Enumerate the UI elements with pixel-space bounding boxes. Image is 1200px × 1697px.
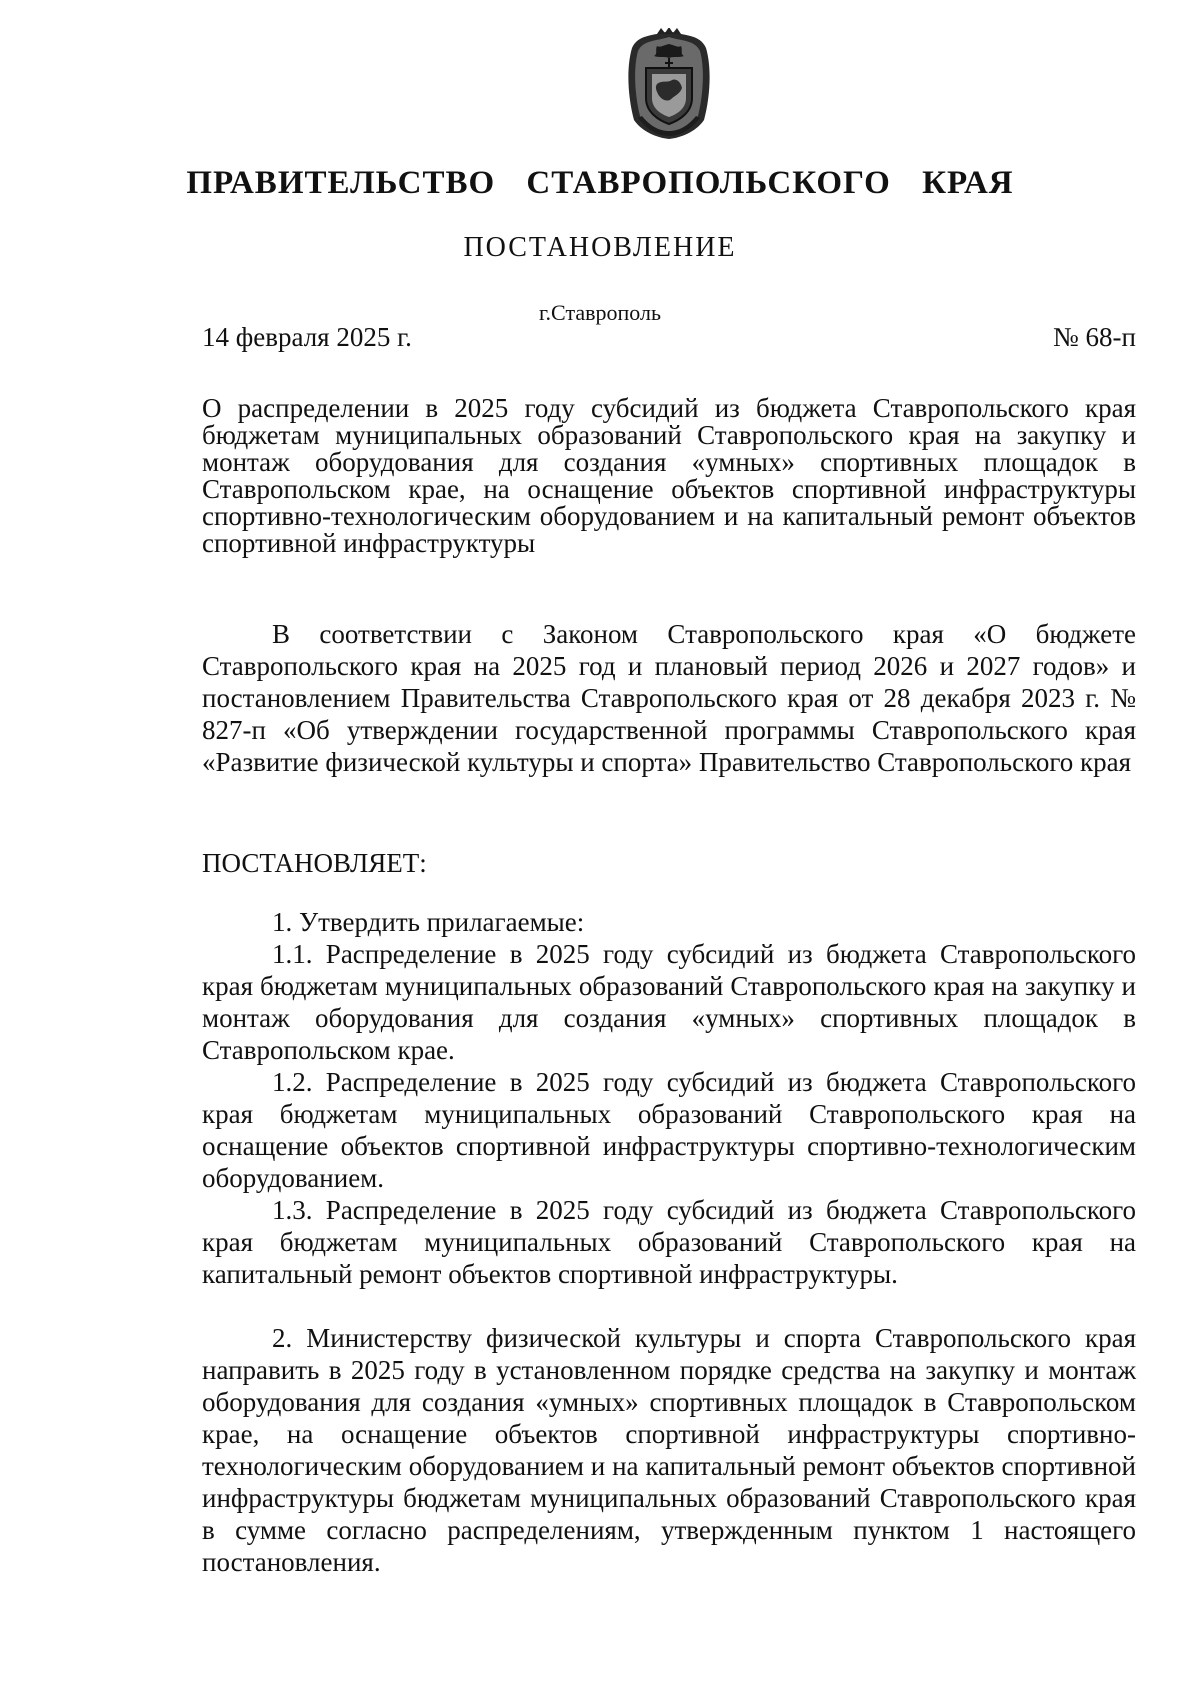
preamble (202, 618, 1136, 778)
decree-heading (202, 847, 1136, 879)
document-date: 14 февраля 2025 г. (202, 322, 412, 352)
decree-items (202, 906, 1136, 1290)
item-1-3: 1.3. Распределение в 2025 году субсидий из бюджета Ставропольского края бюджетам муниципальных образований Ставропольского края на капитальный ремонт объектов спортивной инфраструктуры. (202, 1195, 1136, 1289)
document-type: ПОСТАНОВЛЕНИЕ (463, 232, 737, 263)
decree-word: ПОСТАНОВЛЯЕТ: (202, 848, 427, 878)
coat-of-arms-icon (624, 28, 714, 141)
preamble-text: В соответствии с Законом Ставропольского края «О бюджете Ставропольского края на 2025 год и плановый период 2026 и 2027 годов» и постановлением Правительства Ставропольского края от 28 декабря 2023 г. № 827-п «Об утверждении государственной программы Ставропольского края «Развитие физической культуры и спорта» Правительство Ставропольского края (202, 619, 1136, 777)
document-number: № 68-п (1053, 322, 1136, 352)
item-1-2: 1.2. Распределение в 2025 году субсидий из бюджета Ставропольского края бюджетам муниципальных образований Ставропольского края на оснащение объектов спортивной инфраструктуры спортивно-технологическим оборудованием. (202, 1067, 1136, 1193)
document-subject: О распределении в 2025 году субсидий из бюджета Ставропольского края бюджетам муниципальных образований Ставропольского края на закупку и монтаж оборудования для создания «умных» спортивных площадок в Ставропольском крае, на оснащение объектов спортивной инфраструктуры спортивно-технологическим оборудованием и на капитальный ремонт объектов спортивной инфраструктуры (202, 393, 1136, 558)
decree-item-2 (202, 1322, 1136, 1578)
government-title: ПРАВИТЕЛЬСТВО СТАВРОПОЛЬСКОГО КРАЯ (186, 165, 1014, 201)
city-name: г.Ставрополь (539, 300, 661, 325)
item-2: 2. Министерству физической культуры и спорта Ставропольского края направить в 2025 году в установленном порядке средства на закупку и монтаж оборудования для создания «умных» спортивных площадок в Ставропольском крае, на оснащение объектов спортивной инфраструктуры спортивно-технологическим оборудованием и на капитальный ремонт объектов спортивной инфраструктуры бюджетам муниципальных образований Ставропольского края в сумме согласно распределениям, утвержденным пунктом 1 настоящего постановления. (202, 1323, 1136, 1577)
item-1: 1. Утвердить прилагаемые: (272, 907, 585, 937)
item-1-1: 1.1. Распределение в 2025 году субсидий из бюджета Ставропольского края бюджетам муниципальных образований Ставропольского края на закупку и монтаж оборудования для создания «умных» спортивных площадок в Ставропольском крае. (202, 939, 1136, 1065)
